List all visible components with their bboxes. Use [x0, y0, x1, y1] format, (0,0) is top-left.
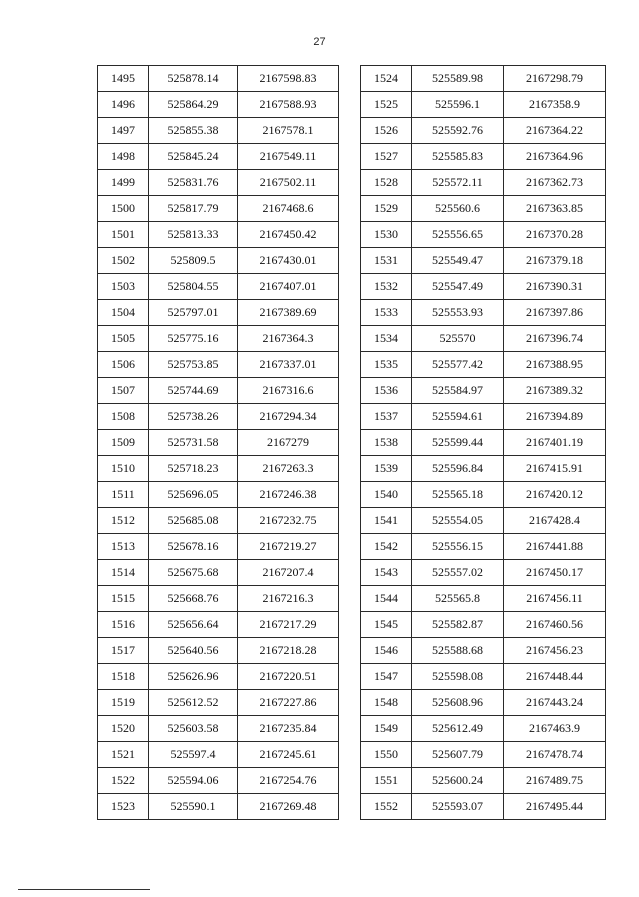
x-coordinate-cell: 525809.5: [149, 248, 238, 274]
x-coordinate-cell: 525592.76: [412, 118, 504, 144]
point-number-cell: 1552: [361, 794, 412, 820]
y-coordinate-cell: 2167388.95: [504, 352, 606, 378]
x-coordinate-cell: 525817.79: [149, 196, 238, 222]
table-row: [98, 612, 339, 638]
coordinate-table-right: [360, 65, 606, 820]
y-coordinate-cell: 2167396.74: [504, 326, 606, 352]
point-number-cell: 1525: [361, 92, 412, 118]
table-row: [98, 534, 339, 560]
y-coordinate-cell: 2167489.75: [504, 768, 606, 794]
table-row: [98, 144, 339, 170]
point-number-cell: 1523: [98, 794, 149, 820]
x-coordinate-cell: 525556.15: [412, 534, 504, 560]
y-coordinate-cell: 2167598.83: [238, 66, 339, 92]
table-row: [98, 586, 339, 612]
table-row: [98, 326, 339, 352]
table-row: [98, 560, 339, 586]
x-coordinate-cell: 525831.76: [149, 170, 238, 196]
x-coordinate-cell: 525582.87: [412, 612, 504, 638]
y-coordinate-cell: 2167246.38: [238, 482, 339, 508]
x-coordinate-cell: 525864.29: [149, 92, 238, 118]
y-coordinate-cell: 2167218.28: [238, 638, 339, 664]
table-row: [98, 456, 339, 482]
x-coordinate-cell: 525804.55: [149, 274, 238, 300]
point-number-cell: 1532: [361, 274, 412, 300]
table-row: [98, 508, 339, 534]
x-coordinate-cell: 525775.16: [149, 326, 238, 352]
footnote-separator-line: [18, 889, 150, 890]
y-coordinate-cell: 2167216.3: [238, 586, 339, 612]
table-row: [361, 144, 606, 170]
point-number-cell: 1519: [98, 690, 149, 716]
x-coordinate-cell: 525685.08: [149, 508, 238, 534]
point-number-cell: 1521: [98, 742, 149, 768]
y-coordinate-cell: 2167362.73: [504, 170, 606, 196]
y-coordinate-cell: 2167207.4: [238, 560, 339, 586]
x-coordinate-cell: 525668.76: [149, 586, 238, 612]
x-coordinate-cell: 525797.01: [149, 300, 238, 326]
x-coordinate-cell: 525593.07: [412, 794, 504, 820]
y-coordinate-cell: 2167379.18: [504, 248, 606, 274]
y-coordinate-cell: 2167401.19: [504, 430, 606, 456]
table-row: [361, 638, 606, 664]
point-number-cell: 1504: [98, 300, 149, 326]
table-row: [361, 690, 606, 716]
x-coordinate-cell: 525696.05: [149, 482, 238, 508]
y-coordinate-cell: 2167460.56: [504, 612, 606, 638]
y-coordinate-cell: 2167456.23: [504, 638, 606, 664]
y-coordinate-cell: 2167245.61: [238, 742, 339, 768]
point-number-cell: 1508: [98, 404, 149, 430]
table-row: [98, 742, 339, 768]
point-number-cell: 1540: [361, 482, 412, 508]
table-row: [361, 352, 606, 378]
point-number-cell: 1539: [361, 456, 412, 482]
x-coordinate-cell: 525553.93: [412, 300, 504, 326]
y-coordinate-cell: 2167430.01: [238, 248, 339, 274]
x-coordinate-cell: 525855.38: [149, 118, 238, 144]
y-coordinate-cell: 2167294.34: [238, 404, 339, 430]
table-row: [361, 742, 606, 768]
x-coordinate-cell: 525596.1: [412, 92, 504, 118]
point-number-cell: 1505: [98, 326, 149, 352]
x-coordinate-cell: 525675.68: [149, 560, 238, 586]
table-row: [361, 222, 606, 248]
x-coordinate-cell: 525656.64: [149, 612, 238, 638]
x-coordinate-cell: 525607.79: [412, 742, 504, 768]
point-number-cell: 1515: [98, 586, 149, 612]
point-number-cell: 1551: [361, 768, 412, 794]
x-coordinate-cell: 525744.69: [149, 378, 238, 404]
point-number-cell: 1510: [98, 456, 149, 482]
x-coordinate-cell: 525547.49: [412, 274, 504, 300]
table-row: [361, 66, 606, 92]
y-coordinate-cell: 2167263.3: [238, 456, 339, 482]
x-coordinate-cell: 525597.4: [149, 742, 238, 768]
y-coordinate-cell: 2167227.86: [238, 690, 339, 716]
point-number-cell: 1518: [98, 664, 149, 690]
x-coordinate-cell: 525878.14: [149, 66, 238, 92]
point-number-cell: 1520: [98, 716, 149, 742]
table-row: [361, 768, 606, 794]
x-coordinate-cell: 525612.52: [149, 690, 238, 716]
point-number-cell: 1533: [361, 300, 412, 326]
table-row: [361, 378, 606, 404]
table-row: [98, 430, 339, 456]
x-coordinate-cell: 525738.26: [149, 404, 238, 430]
point-number-cell: 1534: [361, 326, 412, 352]
x-coordinate-cell: 525718.23: [149, 456, 238, 482]
y-coordinate-cell: 2167337.01: [238, 352, 339, 378]
y-coordinate-cell: 2167232.75: [238, 508, 339, 534]
x-coordinate-cell: 525640.56: [149, 638, 238, 664]
table-row: [361, 586, 606, 612]
x-coordinate-cell: 525813.33: [149, 222, 238, 248]
x-coordinate-cell: 525626.96: [149, 664, 238, 690]
y-coordinate-cell: 2167269.48: [238, 794, 339, 820]
page-number: 27: [313, 36, 326, 48]
point-number-cell: 1527: [361, 144, 412, 170]
y-coordinate-cell: 2167443.24: [504, 690, 606, 716]
table-row: [98, 638, 339, 664]
point-number-cell: 1496: [98, 92, 149, 118]
point-number-cell: 1524: [361, 66, 412, 92]
y-coordinate-cell: 2167394.89: [504, 404, 606, 430]
point-number-cell: 1545: [361, 612, 412, 638]
point-number-cell: 1531: [361, 248, 412, 274]
point-number-cell: 1549: [361, 716, 412, 742]
point-number-cell: 1514: [98, 560, 149, 586]
y-coordinate-cell: 2167390.31: [504, 274, 606, 300]
coordinate-table-body: [361, 66, 606, 820]
y-coordinate-cell: 2167363.85: [504, 196, 606, 222]
point-number-cell: 1530: [361, 222, 412, 248]
table-row: [361, 560, 606, 586]
table-row: [98, 352, 339, 378]
table-row: [361, 794, 606, 820]
point-number-cell: 1495: [98, 66, 149, 92]
y-coordinate-cell: 2167389.32: [504, 378, 606, 404]
point-number-cell: 1502: [98, 248, 149, 274]
table-row: [98, 482, 339, 508]
x-coordinate-cell: 525845.24: [149, 144, 238, 170]
point-number-cell: 1499: [98, 170, 149, 196]
point-number-cell: 1538: [361, 430, 412, 456]
y-coordinate-cell: 2167219.27: [238, 534, 339, 560]
x-coordinate-cell: 525590.1: [149, 794, 238, 820]
x-coordinate-cell: 525588.68: [412, 638, 504, 664]
x-coordinate-cell: 525594.61: [412, 404, 504, 430]
table-row: [361, 716, 606, 742]
x-coordinate-cell: 525584.97: [412, 378, 504, 404]
y-coordinate-cell: 2167298.79: [504, 66, 606, 92]
y-coordinate-cell: 2167588.93: [238, 92, 339, 118]
x-coordinate-cell: 525565.8: [412, 586, 504, 612]
point-number-cell: 1513: [98, 534, 149, 560]
x-coordinate-cell: 525608.96: [412, 690, 504, 716]
x-coordinate-cell: 525596.84: [412, 456, 504, 482]
table-row: [361, 482, 606, 508]
y-coordinate-cell: 2167407.01: [238, 274, 339, 300]
table-row: [98, 170, 339, 196]
x-coordinate-cell: 525577.42: [412, 352, 504, 378]
x-coordinate-cell: 525557.02: [412, 560, 504, 586]
table-row: [98, 716, 339, 742]
table-row: [361, 430, 606, 456]
y-coordinate-cell: 2167441.88: [504, 534, 606, 560]
point-number-cell: 1529: [361, 196, 412, 222]
table-row: [98, 66, 339, 92]
y-coordinate-cell: 2167316.6: [238, 378, 339, 404]
y-coordinate-cell: 2167358.9: [504, 92, 606, 118]
point-number-cell: 1542: [361, 534, 412, 560]
point-number-cell: 1512: [98, 508, 149, 534]
point-number-cell: 1528: [361, 170, 412, 196]
point-number-cell: 1506: [98, 352, 149, 378]
table-row: [98, 248, 339, 274]
point-number-cell: 1500: [98, 196, 149, 222]
x-coordinate-cell: 525556.65: [412, 222, 504, 248]
y-coordinate-cell: 2167279: [238, 430, 339, 456]
point-number-cell: 1516: [98, 612, 149, 638]
point-number-cell: 1522: [98, 768, 149, 794]
y-coordinate-cell: 2167254.76: [238, 768, 339, 794]
x-coordinate-cell: 525603.58: [149, 716, 238, 742]
table-row: [361, 92, 606, 118]
table-row: [361, 248, 606, 274]
point-number-cell: 1537: [361, 404, 412, 430]
table-row: [98, 794, 339, 820]
table-row: [98, 196, 339, 222]
y-coordinate-cell: 2167478.74: [504, 742, 606, 768]
table-row: [98, 378, 339, 404]
table-row: [361, 300, 606, 326]
x-coordinate-cell: 525560.6: [412, 196, 504, 222]
point-number-cell: 1544: [361, 586, 412, 612]
point-number-cell: 1503: [98, 274, 149, 300]
y-coordinate-cell: 2167468.6: [238, 196, 339, 222]
y-coordinate-cell: 2167389.69: [238, 300, 339, 326]
y-coordinate-cell: 2167578.1: [238, 118, 339, 144]
y-coordinate-cell: 2167428.4: [504, 508, 606, 534]
point-number-cell: 1498: [98, 144, 149, 170]
coordinate-table-left: [97, 65, 339, 820]
table-row: [98, 118, 339, 144]
y-coordinate-cell: 2167448.44: [504, 664, 606, 690]
y-coordinate-cell: 2167235.84: [238, 716, 339, 742]
table-row: [361, 326, 606, 352]
x-coordinate-cell: 525600.24: [412, 768, 504, 794]
x-coordinate-cell: 525753.85: [149, 352, 238, 378]
x-coordinate-cell: 525678.16: [149, 534, 238, 560]
point-number-cell: 1509: [98, 430, 149, 456]
table-row: [98, 222, 339, 248]
table-row: [98, 404, 339, 430]
table-row: [98, 92, 339, 118]
point-number-cell: 1526: [361, 118, 412, 144]
point-number-cell: 1535: [361, 352, 412, 378]
x-coordinate-cell: 525549.47: [412, 248, 504, 274]
x-coordinate-cell: 525570: [412, 326, 504, 352]
table-row: [361, 612, 606, 638]
table-row: [98, 768, 339, 794]
table-row: [98, 664, 339, 690]
y-coordinate-cell: 2167502.11: [238, 170, 339, 196]
point-number-cell: 1547: [361, 664, 412, 690]
y-coordinate-cell: 2167456.11: [504, 586, 606, 612]
table-row: [361, 170, 606, 196]
y-coordinate-cell: 2167397.86: [504, 300, 606, 326]
point-number-cell: 1511: [98, 482, 149, 508]
point-number-cell: 1507: [98, 378, 149, 404]
x-coordinate-cell: 525594.06: [149, 768, 238, 794]
y-coordinate-cell: 2167549.11: [238, 144, 339, 170]
table-row: [361, 534, 606, 560]
y-coordinate-cell: 2167364.96: [504, 144, 606, 170]
table-row: [361, 274, 606, 300]
table-row: [361, 664, 606, 690]
table-row: [361, 508, 606, 534]
x-coordinate-cell: 525731.58: [149, 430, 238, 456]
point-number-cell: 1550: [361, 742, 412, 768]
coordinate-table-body: [98, 66, 339, 820]
y-coordinate-cell: 2167220.51: [238, 664, 339, 690]
x-coordinate-cell: 525554.05: [412, 508, 504, 534]
y-coordinate-cell: 2167495.44: [504, 794, 606, 820]
x-coordinate-cell: 525598.08: [412, 664, 504, 690]
y-coordinate-cell: 2167217.29: [238, 612, 339, 638]
x-coordinate-cell: 525599.44: [412, 430, 504, 456]
point-number-cell: 1497: [98, 118, 149, 144]
table-row: [361, 404, 606, 430]
point-number-cell: 1501: [98, 222, 149, 248]
point-number-cell: 1548: [361, 690, 412, 716]
point-number-cell: 1546: [361, 638, 412, 664]
point-number-cell: 1517: [98, 638, 149, 664]
table-row: [98, 274, 339, 300]
y-coordinate-cell: 2167450.42: [238, 222, 339, 248]
table-row: [361, 118, 606, 144]
x-coordinate-cell: 525585.83: [412, 144, 504, 170]
point-number-cell: 1543: [361, 560, 412, 586]
table-row: [98, 690, 339, 716]
table-row: [98, 300, 339, 326]
y-coordinate-cell: 2167463.9: [504, 716, 606, 742]
table-row: [361, 196, 606, 222]
y-coordinate-cell: 2167370.28: [504, 222, 606, 248]
table-row: [361, 456, 606, 482]
x-coordinate-cell: 525565.18: [412, 482, 504, 508]
y-coordinate-cell: 2167450.17: [504, 560, 606, 586]
x-coordinate-cell: 525612.49: [412, 716, 504, 742]
point-number-cell: 1536: [361, 378, 412, 404]
y-coordinate-cell: 2167420.12: [504, 482, 606, 508]
y-coordinate-cell: 2167415.91: [504, 456, 606, 482]
y-coordinate-cell: 2167364.22: [504, 118, 606, 144]
y-coordinate-cell: 2167364.3: [238, 326, 339, 352]
point-number-cell: 1541: [361, 508, 412, 534]
x-coordinate-cell: 525572.11: [412, 170, 504, 196]
x-coordinate-cell: 525589.98: [412, 66, 504, 92]
